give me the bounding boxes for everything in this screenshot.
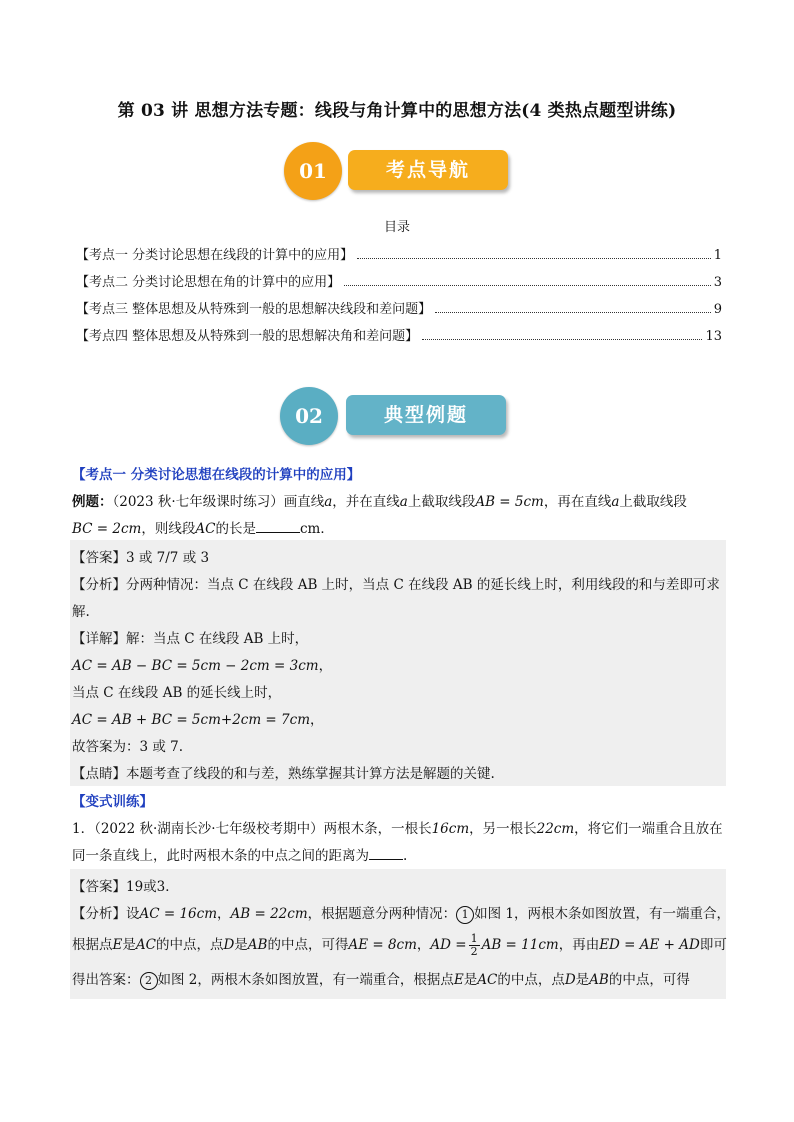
comment-label: 【点睛】 — [72, 766, 126, 782]
equation: AB = 22cm — [230, 906, 308, 922]
text: 设 — [126, 906, 140, 922]
equation: AB = 5cm — [475, 494, 544, 510]
toc-item[interactable] — [76, 244, 722, 262]
var-d: D — [223, 937, 235, 953]
equation: ED = AE + AD — [599, 937, 700, 953]
circled-number: 2 — [140, 972, 158, 990]
example-line-1 — [72, 490, 687, 510]
analysis-label: 【分析】 — [72, 577, 126, 593]
badge-label: 考点导航 — [348, 150, 508, 190]
var-ac: AC — [195, 521, 216, 537]
answer-line — [72, 546, 209, 566]
text: ，根据题意分两种情况： — [307, 906, 457, 922]
badge-label: 典型例题 — [346, 395, 506, 435]
badge-number: 02 — [280, 387, 338, 445]
text: 上截取线段 — [407, 494, 476, 510]
equation: AE = 8cm — [348, 937, 417, 953]
toc-leader — [422, 339, 702, 340]
equation: AC = 16cm — [139, 906, 218, 922]
answer-label: 【答案】 — [72, 550, 126, 566]
text: ， — [318, 658, 333, 674]
var-a: a — [611, 494, 620, 510]
badge-number: 01 — [284, 142, 342, 200]
detail-text: 解：当点 C 在线段 AB 上时， — [126, 631, 309, 647]
analysis-text: 分两种情况：当点 C 在线段 AB 上时，当点 C 在线段 AB 的延长线上时，利用线段的和与差即可求 — [126, 577, 720, 593]
text: 即可 — [699, 937, 727, 953]
length-value: 16cm — [431, 821, 470, 837]
toc-item[interactable] — [76, 325, 722, 343]
answer-text: 3 或 7/7 或 3 — [126, 550, 210, 566]
text: ，再由 — [558, 937, 600, 953]
text: 得出答案： — [72, 972, 140, 988]
text: 的中点，可得 — [608, 972, 690, 988]
var-ac: AC — [135, 937, 156, 953]
page-title: 第 03 讲 思想方法专题：线段与角计算中的思想方法(4 类热点题型讲练) — [117, 101, 677, 121]
toc-leader — [357, 258, 711, 259]
detail-line: 故答案为：3 或 7. — [72, 739, 184, 755]
text: 的中点，点 — [497, 972, 565, 988]
numerator: 1 — [470, 932, 478, 945]
detail-label: 【详解】 — [72, 631, 126, 647]
answer-text: 19或3． — [126, 879, 179, 895]
toc-item-page: 3 — [713, 275, 722, 290]
example-line-2 — [72, 517, 334, 537]
text: 是 — [575, 972, 590, 988]
analysis-line — [72, 968, 690, 990]
circled-number: 1 — [456, 906, 474, 924]
example-label: 例题： — [72, 494, 113, 510]
var-a: a — [324, 494, 333, 510]
analysis-line: 解. — [72, 604, 90, 620]
text: 1．（2022 秋·湖南长沙·七年级校考期中）两根木条，一根长 — [72, 821, 432, 837]
text: ， — [217, 906, 231, 922]
var-a: a — [399, 494, 408, 510]
var-d: D — [564, 972, 576, 988]
detail-line: 当点 C 在线段 AB 的延长线上时， — [72, 685, 282, 701]
toc-item-label: 【考点二 分类讨论思想在角的计算中的应用】 — [76, 275, 341, 290]
question-line-1 — [72, 817, 723, 837]
text: ，另一根长 — [469, 821, 537, 837]
text: cm． — [299, 521, 334, 537]
text: 上截取线段 — [619, 494, 687, 510]
var-ab: AB — [247, 937, 268, 953]
var-ac: AC — [477, 972, 498, 988]
equation: AD = — [430, 937, 467, 953]
text: ，再在直线 — [543, 494, 612, 510]
var-e: E — [112, 937, 123, 953]
text: 的中点，可得 — [267, 937, 349, 953]
toc-item-label: 【考点一 分类讨论思想在线段的计算中的应用】 — [76, 248, 354, 263]
analysis-line — [72, 933, 727, 958]
answer-blank[interactable] — [256, 520, 300, 533]
var-ab: AB — [589, 972, 609, 988]
text: 是 — [463, 972, 478, 988]
toc-title: 目录 — [383, 220, 410, 235]
detail-equation — [72, 654, 332, 674]
variant-heading: 【变式训练】 — [72, 794, 153, 810]
example-source: （2023 秋·七年级课时练习）画直线 — [112, 494, 325, 510]
analysis-line — [72, 573, 720, 593]
toc-item[interactable] — [76, 298, 722, 316]
analysis-label: 【分析】 — [72, 906, 126, 922]
text: ，并在直线 — [332, 494, 400, 510]
equation: AC = AB + BC = 5cm+2cm = 7cm — [72, 712, 310, 728]
answer-blank[interactable] — [369, 847, 403, 860]
text: ， — [310, 712, 324, 728]
length-value: 22cm — [536, 821, 575, 837]
text: 是 — [122, 937, 136, 953]
toc-item-page: 9 — [713, 302, 722, 317]
text: . — [403, 848, 408, 864]
toc-item-label: 【考点四 整体思想及从特殊到一般的思想解决角和差问题】 — [76, 329, 419, 344]
equation: AC = AB − BC = 5cm − 2cm = 3cm — [72, 658, 319, 674]
answer-line — [72, 875, 179, 895]
denominator: 2 — [470, 945, 478, 958]
text: 的中点，点 — [155, 937, 224, 953]
text: 同一条直线上，此时两根木条的中点之间的距离为 — [72, 848, 369, 864]
toc-leader — [344, 285, 711, 286]
toc-item-page: 13 — [705, 329, 722, 344]
fraction-half — [469, 933, 480, 958]
text: 如图 1，两根木条如图放置，有一端重合， — [474, 906, 731, 922]
question-line-2 — [72, 844, 407, 864]
text: ，将它们一端重合且放在 — [574, 821, 723, 837]
section-heading: 【考点一 分类讨论思想在线段的计算中的应用】 — [72, 467, 361, 483]
toc-item[interactable] — [76, 271, 722, 289]
text: 的长是 — [215, 521, 256, 537]
detail-line — [72, 627, 308, 647]
text: 根据点 — [72, 937, 113, 953]
text: ，则线段 — [141, 521, 196, 537]
text: 是 — [234, 937, 248, 953]
toc-item-page: 1 — [713, 248, 722, 263]
analysis-line — [72, 902, 730, 924]
var-e: E — [453, 972, 464, 988]
comment-text: 本题考查了线段的和与差，熟练掌握其计算方法是解题的关键. — [126, 766, 495, 782]
toc-item-label: 【考点三 整体思想及从特殊到一般的思想解决线段和差问题】 — [76, 302, 432, 317]
text: 如图 2，两根木条如图放置，有一端重合，根据点 — [157, 972, 454, 988]
toc-leader — [435, 312, 711, 313]
equation: BC = 2cm — [72, 521, 142, 537]
comment-line — [72, 762, 495, 782]
detail-equation — [72, 708, 324, 728]
equation: AB = 11cm — [481, 937, 559, 953]
text: ， — [416, 937, 431, 953]
answer-label: 【答案】 — [72, 879, 126, 895]
